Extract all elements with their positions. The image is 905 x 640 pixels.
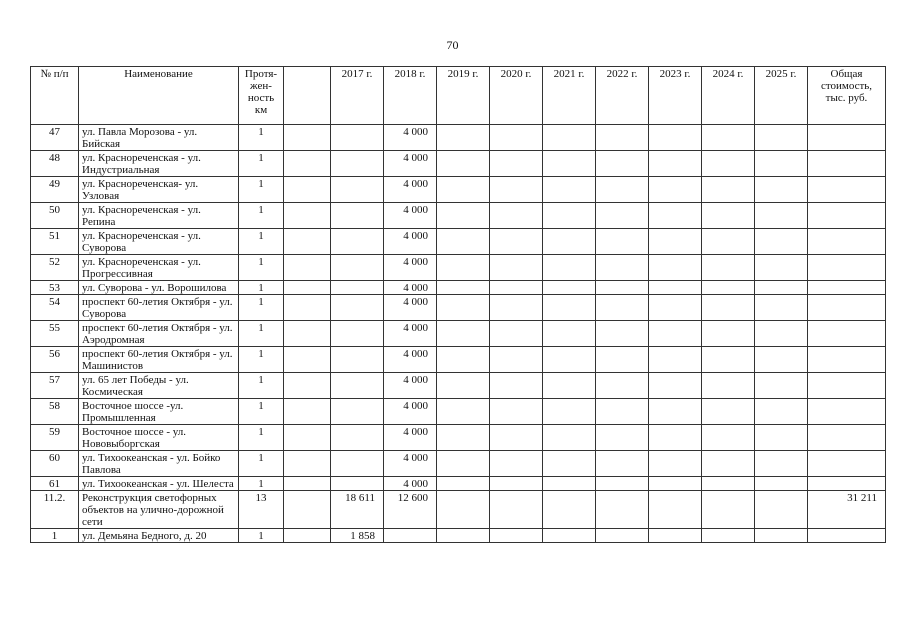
cell-y2023 — [649, 203, 702, 229]
cell-total: 31 211 — [808, 491, 886, 529]
cell-y2020 — [490, 451, 543, 477]
table-row — [31, 347, 886, 373]
cell-total — [808, 347, 886, 373]
cell-length: 1 — [239, 451, 284, 477]
cell-y2022 — [596, 177, 649, 203]
cell-total — [808, 399, 886, 425]
cell-y2025 — [755, 347, 808, 373]
table-row — [31, 295, 886, 321]
cell-y2019 — [437, 491, 490, 529]
cell-y2018: 4 000 — [384, 321, 437, 347]
table-body — [31, 125, 886, 543]
cell-y2017 — [331, 373, 384, 399]
cell-num: 55 — [31, 321, 79, 347]
cell-y2021 — [543, 229, 596, 255]
cell-y2024 — [702, 491, 755, 529]
cell-blank — [284, 125, 331, 151]
cell-name: проспект 60-летия Октября - ул. Аэродромная — [79, 321, 239, 347]
cell-blank — [284, 399, 331, 425]
cell-y2018 — [384, 529, 437, 543]
cell-length: 1 — [239, 529, 284, 543]
cell-blank — [284, 255, 331, 281]
header-2017: 2017 г. — [331, 67, 384, 125]
cell-total — [808, 425, 886, 451]
cell-y2022 — [596, 347, 649, 373]
table-header-row — [31, 67, 886, 125]
cell-y2020 — [490, 425, 543, 451]
cell-y2019 — [437, 399, 490, 425]
header-2020: 2020 г. — [490, 67, 543, 125]
cell-y2022 — [596, 125, 649, 151]
cell-y2025 — [755, 281, 808, 295]
cell-name: ул. Демьяна Бедного, д. 20 — [79, 529, 239, 543]
cell-y2017 — [331, 399, 384, 425]
cell-name: ул. Краснореченская - ул. Индустриальная — [79, 151, 239, 177]
cell-y2025 — [755, 229, 808, 255]
cell-y2021 — [543, 151, 596, 177]
cell-y2022 — [596, 399, 649, 425]
cell-y2017 — [331, 451, 384, 477]
cell-y2022 — [596, 255, 649, 281]
header-2018: 2018 г. — [384, 67, 437, 125]
cell-total — [808, 125, 886, 151]
table-row — [31, 255, 886, 281]
cell-y2021 — [543, 177, 596, 203]
cell-y2021 — [543, 425, 596, 451]
cell-y2018: 4 000 — [384, 177, 437, 203]
cell-y2019 — [437, 529, 490, 543]
cell-y2022 — [596, 491, 649, 529]
cell-y2019 — [437, 295, 490, 321]
cell-num: 56 — [31, 347, 79, 373]
cell-num: 58 — [31, 399, 79, 425]
cell-name: ул. 65 лет Победы - ул. Космическая — [79, 373, 239, 399]
cell-y2022 — [596, 477, 649, 491]
cell-y2020 — [490, 347, 543, 373]
cell-y2021 — [543, 321, 596, 347]
cell-y2023 — [649, 491, 702, 529]
cell-y2023 — [649, 425, 702, 451]
cell-y2024 — [702, 295, 755, 321]
cell-y2025 — [755, 477, 808, 491]
cell-total — [808, 321, 886, 347]
cell-y2024 — [702, 529, 755, 543]
cell-name: ул. Тихоокеанская - ул. Бойко Павлова — [79, 451, 239, 477]
cell-y2018: 4 000 — [384, 203, 437, 229]
page-number: 70 — [446, 38, 459, 52]
cell-y2019 — [437, 229, 490, 255]
cell-y2019 — [437, 177, 490, 203]
cell-name: ул. Павла Морозова - ул. Бийская — [79, 125, 239, 151]
cell-y2024 — [702, 125, 755, 151]
cell-y2018: 4 000 — [384, 425, 437, 451]
cell-y2017 — [331, 229, 384, 255]
cell-y2020 — [490, 321, 543, 347]
cell-y2021 — [543, 125, 596, 151]
cell-y2019 — [437, 125, 490, 151]
cell-num: 50 — [31, 203, 79, 229]
cell-name: Восточное шоссе -ул. Промышленная — [79, 399, 239, 425]
cell-y2018: 4 000 — [384, 347, 437, 373]
cell-y2024 — [702, 347, 755, 373]
cell-y2020 — [490, 295, 543, 321]
cell-y2023 — [649, 529, 702, 543]
cell-y2019 — [437, 281, 490, 295]
cell-y2021 — [543, 399, 596, 425]
cell-blank — [284, 529, 331, 543]
cell-total — [808, 451, 886, 477]
cell-y2024 — [702, 177, 755, 203]
cell-blank — [284, 491, 331, 529]
cell-y2020 — [490, 151, 543, 177]
cell-y2017 — [331, 321, 384, 347]
cell-num: 52 — [31, 255, 79, 281]
cell-y2022 — [596, 229, 649, 255]
cell-y2017 — [331, 347, 384, 373]
cell-y2018: 4 000 — [384, 229, 437, 255]
cell-y2018: 4 000 — [384, 373, 437, 399]
cell-blank — [284, 425, 331, 451]
cell-num: 57 — [31, 373, 79, 399]
cell-num: 47 — [31, 125, 79, 151]
header-blank — [284, 67, 331, 125]
cell-y2017 — [331, 281, 384, 295]
cell-y2018: 4 000 — [384, 151, 437, 177]
cell-y2024 — [702, 451, 755, 477]
cell-length: 1 — [239, 373, 284, 399]
cell-y2018: 4 000 — [384, 281, 437, 295]
cell-y2025 — [755, 203, 808, 229]
header-num: № п/п — [31, 67, 79, 125]
cell-blank — [284, 373, 331, 399]
header-name: Наименование — [79, 67, 239, 125]
cell-total — [808, 529, 886, 543]
cell-y2021 — [543, 451, 596, 477]
cell-y2018: 4 000 — [384, 399, 437, 425]
cell-y2023 — [649, 477, 702, 491]
header-2019: 2019 г. — [437, 67, 490, 125]
cell-y2017 — [331, 425, 384, 451]
cell-y2020 — [490, 125, 543, 151]
cell-blank — [284, 151, 331, 177]
cell-y2025 — [755, 125, 808, 151]
cell-y2022 — [596, 203, 649, 229]
cell-y2023 — [649, 399, 702, 425]
cell-total — [808, 177, 886, 203]
cell-num: 60 — [31, 451, 79, 477]
cell-y2021 — [543, 529, 596, 543]
cell-y2025 — [755, 491, 808, 529]
cell-num: 51 — [31, 229, 79, 255]
header-2021: 2021 г. — [543, 67, 596, 125]
cell-y2017 — [331, 295, 384, 321]
cell-y2018: 4 000 — [384, 125, 437, 151]
cell-y2023 — [649, 281, 702, 295]
cell-y2022 — [596, 321, 649, 347]
cell-num: 61 — [31, 477, 79, 491]
cell-y2019 — [437, 347, 490, 373]
header-length: Протя- жен- ность км — [239, 67, 284, 125]
cell-y2022 — [596, 529, 649, 543]
cell-num: 59 — [31, 425, 79, 451]
cell-y2024 — [702, 321, 755, 347]
cell-y2017 — [331, 125, 384, 151]
cell-y2025 — [755, 373, 808, 399]
cell-name: ул. Краснореченская - ул. Прогрессивная — [79, 255, 239, 281]
cell-y2017: 18 611 — [331, 491, 384, 529]
cell-total — [808, 229, 886, 255]
cell-y2023 — [649, 177, 702, 203]
cell-name: проспект 60-летия Октября - ул. Машинистов — [79, 347, 239, 373]
table-row — [31, 529, 886, 543]
cell-total — [808, 151, 886, 177]
cell-y2017 — [331, 151, 384, 177]
cell-y2024 — [702, 281, 755, 295]
cell-total — [808, 281, 886, 295]
cell-num: 53 — [31, 281, 79, 295]
table-row — [31, 477, 886, 491]
cell-name: проспект 60-летия Октября - ул. Суворова — [79, 295, 239, 321]
cell-y2017 — [331, 177, 384, 203]
cell-y2019 — [437, 255, 490, 281]
cell-y2020 — [490, 229, 543, 255]
cell-y2022 — [596, 373, 649, 399]
cell-y2020 — [490, 477, 543, 491]
table-row — [31, 491, 886, 529]
cell-y2025 — [755, 295, 808, 321]
cell-y2018: 4 000 — [384, 451, 437, 477]
cell-y2020 — [490, 255, 543, 281]
table-row — [31, 451, 886, 477]
cell-blank — [284, 229, 331, 255]
cell-total — [808, 255, 886, 281]
cell-y2022 — [596, 281, 649, 295]
cell-y2023 — [649, 321, 702, 347]
cell-y2020 — [490, 281, 543, 295]
cell-blank — [284, 451, 331, 477]
cell-name: Восточное шоссе - ул. Нововыборгская — [79, 425, 239, 451]
cell-y2018: 4 000 — [384, 477, 437, 491]
cell-y2021 — [543, 347, 596, 373]
table-row — [31, 151, 886, 177]
cell-y2017 — [331, 255, 384, 281]
cell-y2019 — [437, 321, 490, 347]
cell-y2025 — [755, 451, 808, 477]
cell-length: 1 — [239, 295, 284, 321]
cell-num: 1 — [31, 529, 79, 543]
cell-blank — [284, 177, 331, 203]
cell-y2020 — [490, 491, 543, 529]
cell-y2020 — [490, 399, 543, 425]
cell-length: 1 — [239, 255, 284, 281]
cell-y2023 — [649, 125, 702, 151]
cell-y2023 — [649, 151, 702, 177]
cell-y2024 — [702, 477, 755, 491]
cell-y2024 — [702, 255, 755, 281]
cell-num: 11.2. — [31, 491, 79, 529]
header-2024: 2024 г. — [702, 67, 755, 125]
header-2023: 2023 г. — [649, 67, 702, 125]
table-row — [31, 203, 886, 229]
cell-y2019 — [437, 477, 490, 491]
table-row — [31, 229, 886, 255]
cell-y2023 — [649, 451, 702, 477]
cell-length: 1 — [239, 425, 284, 451]
cell-y2017 — [331, 203, 384, 229]
cell-length: 1 — [239, 477, 284, 491]
cell-y2025 — [755, 425, 808, 451]
cell-y2024 — [702, 229, 755, 255]
cell-name: ул. Тихоокеанская - ул. Шелеста — [79, 477, 239, 491]
cell-length: 13 — [239, 491, 284, 529]
cell-y2020 — [490, 203, 543, 229]
cell-y2017 — [331, 477, 384, 491]
cell-num: 48 — [31, 151, 79, 177]
cell-y2025 — [755, 399, 808, 425]
cell-y2020 — [490, 373, 543, 399]
cell-blank — [284, 477, 331, 491]
cell-length: 1 — [239, 203, 284, 229]
cell-length: 1 — [239, 177, 284, 203]
table-row — [31, 281, 886, 295]
cell-y2023 — [649, 255, 702, 281]
table-row — [31, 399, 886, 425]
cell-num: 49 — [31, 177, 79, 203]
cell-y2022 — [596, 151, 649, 177]
cell-y2024 — [702, 373, 755, 399]
cell-y2024 — [702, 425, 755, 451]
table-row — [31, 425, 886, 451]
cell-blank — [284, 347, 331, 373]
cell-y2025 — [755, 151, 808, 177]
cell-y2023 — [649, 373, 702, 399]
cell-y2018: 4 000 — [384, 295, 437, 321]
cell-y2020 — [490, 529, 543, 543]
cell-y2021 — [543, 255, 596, 281]
cell-y2021 — [543, 281, 596, 295]
cell-name: ул. Суворова - ул. Ворошилова — [79, 281, 239, 295]
cell-y2021 — [543, 203, 596, 229]
cell-name: ул. Краснореченская - ул. Суворова — [79, 229, 239, 255]
cell-blank — [284, 295, 331, 321]
cell-length: 1 — [239, 281, 284, 295]
cell-total — [808, 373, 886, 399]
cell-length: 1 — [239, 321, 284, 347]
header-2025: 2025 г. — [755, 67, 808, 125]
cell-y2019 — [437, 451, 490, 477]
table-row — [31, 125, 886, 151]
cell-name: ул. Краснореченская- ул. Узловая — [79, 177, 239, 203]
cell-length: 1 — [239, 125, 284, 151]
cell-y2024 — [702, 203, 755, 229]
cell-length: 1 — [239, 399, 284, 425]
cell-y2024 — [702, 151, 755, 177]
header-total: Общая стоимость, тыс. руб. — [808, 67, 886, 125]
cell-y2023 — [649, 347, 702, 373]
cell-name: ул. Краснореченская - ул. Репина — [79, 203, 239, 229]
cell-y2018: 4 000 — [384, 255, 437, 281]
cell-total — [808, 203, 886, 229]
cell-y2025 — [755, 255, 808, 281]
cell-y2023 — [649, 295, 702, 321]
cell-y2025 — [755, 177, 808, 203]
table-row — [31, 373, 886, 399]
cell-name: Реконструкция светофорных объектов на улично-дорожной сети — [79, 491, 239, 529]
cell-length: 1 — [239, 151, 284, 177]
cell-blank — [284, 281, 331, 295]
cell-blank — [284, 321, 331, 347]
cell-y2022 — [596, 295, 649, 321]
cell-y2024 — [702, 399, 755, 425]
cell-total — [808, 477, 886, 491]
cell-num: 54 — [31, 295, 79, 321]
cell-y2019 — [437, 373, 490, 399]
cell-y2025 — [755, 321, 808, 347]
cell-y2021 — [543, 373, 596, 399]
cell-length: 1 — [239, 229, 284, 255]
cell-y2022 — [596, 451, 649, 477]
cell-y2019 — [437, 151, 490, 177]
header-2022: 2022 г. — [596, 67, 649, 125]
cell-total — [808, 295, 886, 321]
cell-length: 1 — [239, 347, 284, 373]
cell-y2023 — [649, 229, 702, 255]
cell-y2021 — [543, 477, 596, 491]
cell-y2022 — [596, 425, 649, 451]
cell-y2021 — [543, 295, 596, 321]
cell-y2019 — [437, 425, 490, 451]
cell-y2020 — [490, 177, 543, 203]
cell-y2019 — [437, 203, 490, 229]
table-row — [31, 321, 886, 347]
cell-y2018: 12 600 — [384, 491, 437, 529]
cell-y2021 — [543, 491, 596, 529]
cell-y2025 — [755, 529, 808, 543]
cell-blank — [284, 203, 331, 229]
table-row — [31, 177, 886, 203]
cell-y2017: 1 858 — [331, 529, 384, 543]
program-cost-table — [30, 66, 886, 543]
